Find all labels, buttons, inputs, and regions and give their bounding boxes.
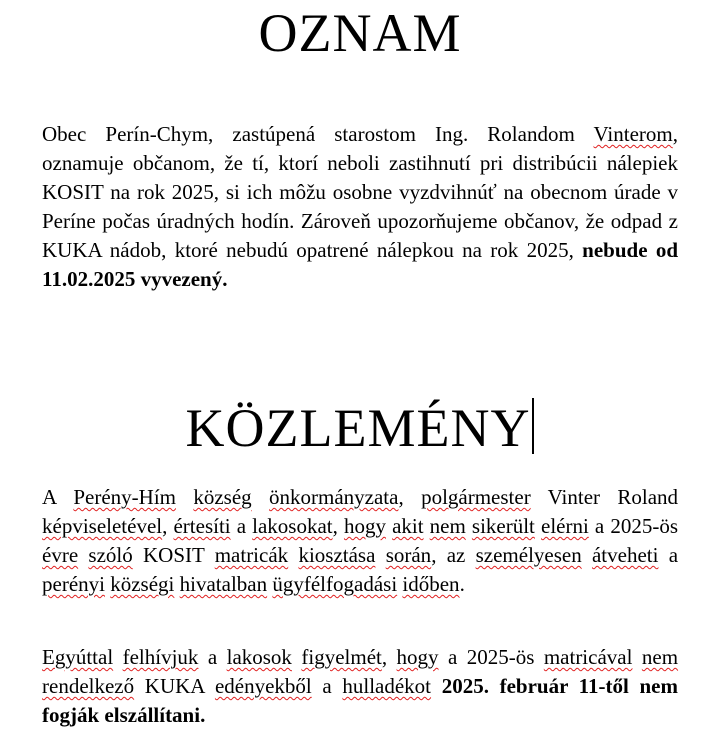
- spellcheck-flagged-word[interactable]: matricával: [543, 645, 633, 669]
- spellcheck-flagged-word[interactable]: átveheti: [591, 543, 659, 567]
- spellcheck-flagged-word[interactable]: képviseletével: [42, 514, 163, 538]
- spellcheck-flagged-word[interactable]: hogy: [343, 514, 386, 538]
- spellcheck-flagged-word[interactable]: nem: [641, 645, 679, 669]
- spellcheck-flagged-word[interactable]: községi: [110, 572, 175, 596]
- notice-text: a: [198, 645, 227, 669]
- notice-text: ,: [398, 485, 422, 509]
- heading-kozlemeny: [0, 398, 720, 458]
- notice-paragraph-hungarian-2: [42, 643, 678, 730]
- notice-text-bold: nebude od 11.02.2025 vyvezený.: [42, 238, 679, 291]
- spellcheck-flagged-word[interactable]: felhívjuk: [122, 645, 199, 669]
- notice-text-intro: Obec Perín-Chym, zastúpená starostom Ing. Rolandom: [42, 122, 594, 146]
- notice-text: [288, 543, 298, 567]
- notice-paragraph-hungarian-1: [42, 483, 678, 599]
- notice-text: ,: [332, 514, 344, 538]
- spellcheck-flagged-word[interactable]: szóló: [88, 543, 133, 567]
- spellcheck-flagged-word[interactable]: sikerült: [471, 514, 535, 538]
- notice-text: a: [230, 514, 253, 538]
- spellcheck-flagged-word[interactable]: akit: [392, 514, 424, 538]
- notice-text: [582, 543, 592, 567]
- spellcheck-flagged-word[interactable]: során: [385, 543, 432, 567]
- notice-text: a 2025-ös: [438, 645, 544, 669]
- spellcheck-flagged-word[interactable]: értesíti: [173, 514, 231, 538]
- notice-text: a 2025-ös: [588, 514, 678, 538]
- notice-text: [78, 543, 88, 567]
- notice-paragraph-slovak: [42, 120, 678, 294]
- notice-text-main: , oznamuje občanom, že tí, ktorí neboli zastihnutí pri distribúcii nálepiek KOSIT na rok 2025, si ich môžu osobne vyzdvihnúť na obecnom úrade v Períne počas úradných hodín. Zároveň upozorňujeme občanov, že odpad z KUKA nádob, ktoré nebudú opatrené nálepkou na rok 2025,: [42, 122, 678, 262]
- notice-text: a: [658, 543, 679, 567]
- notice-text: [431, 674, 442, 698]
- notice-text: a: [311, 674, 343, 698]
- spellcheck-flagged-word[interactable]: évre: [42, 543, 79, 567]
- spellcheck-flagged-word[interactable]: Vinterom: [593, 122, 673, 146]
- spellcheck-flagged-word[interactable]: nem: [429, 514, 466, 538]
- notice-text: [292, 645, 301, 669]
- spellcheck-flagged-word[interactable]: ügyfélfogadási: [272, 572, 398, 596]
- notice-text: ,: [381, 645, 397, 669]
- spellcheck-flagged-word[interactable]: matricák: [214, 543, 289, 567]
- spellcheck-flagged-word[interactable]: lakosok: [226, 645, 292, 669]
- spellcheck-flagged-word[interactable]: önkormányzata: [269, 485, 399, 509]
- spellcheck-flagged-word[interactable]: hogy: [396, 645, 439, 669]
- spellcheck-flagged-word[interactable]: edényekből: [214, 674, 312, 698]
- heading-oznam: OZNAM: [258, 3, 462, 63]
- spellcheck-flagged-word[interactable]: község: [193, 485, 252, 509]
- notice-text: [632, 645, 641, 669]
- spellcheck-flagged-word[interactable]: lakosokat: [252, 514, 333, 538]
- notice-text: ,: [162, 514, 174, 538]
- notice-text: [113, 645, 122, 669]
- notice-text: KOSIT: [132, 543, 215, 567]
- notice-text-bold-hu: 2025. február 11-től nem fogják elszállítani.: [42, 674, 678, 727]
- spellcheck-flagged-word[interactable]: polgármester: [421, 485, 531, 509]
- spellcheck-flagged-word[interactable]: időben: [402, 572, 460, 596]
- spellcheck-flagged-word[interactable]: Egyúttal: [42, 645, 114, 669]
- heading-kozlemeny-text: KÖZLEMÉNY: [185, 398, 531, 458]
- notice-text: [375, 543, 385, 567]
- notice-text: Vinter Roland: [530, 485, 679, 509]
- spellcheck-flagged-word[interactable]: perényi: [42, 572, 105, 596]
- notice-text: .: [459, 572, 465, 596]
- notice-text: [252, 485, 269, 509]
- spellcheck-flagged-word[interactable]: kiosztása: [298, 543, 376, 567]
- text-cursor: [532, 398, 534, 454]
- notice-text: [176, 485, 193, 509]
- notice-text: , az: [431, 543, 476, 567]
- spellcheck-flagged-word[interactable]: figyelmét: [301, 645, 382, 669]
- spellcheck-flagged-word[interactable]: rendelkező: [42, 674, 135, 698]
- spellcheck-flagged-word[interactable]: hivatalban: [179, 572, 268, 596]
- notice-text: KUKA: [134, 674, 215, 698]
- spellcheck-flagged-word[interactable]: személyesen: [475, 543, 582, 567]
- notice-text: A: [42, 485, 74, 509]
- spellcheck-flagged-word[interactable]: elérni: [541, 514, 589, 538]
- spellcheck-flagged-word[interactable]: hulladékot: [342, 674, 432, 698]
- spellcheck-flagged-word[interactable]: Perény-Hím: [73, 485, 176, 509]
